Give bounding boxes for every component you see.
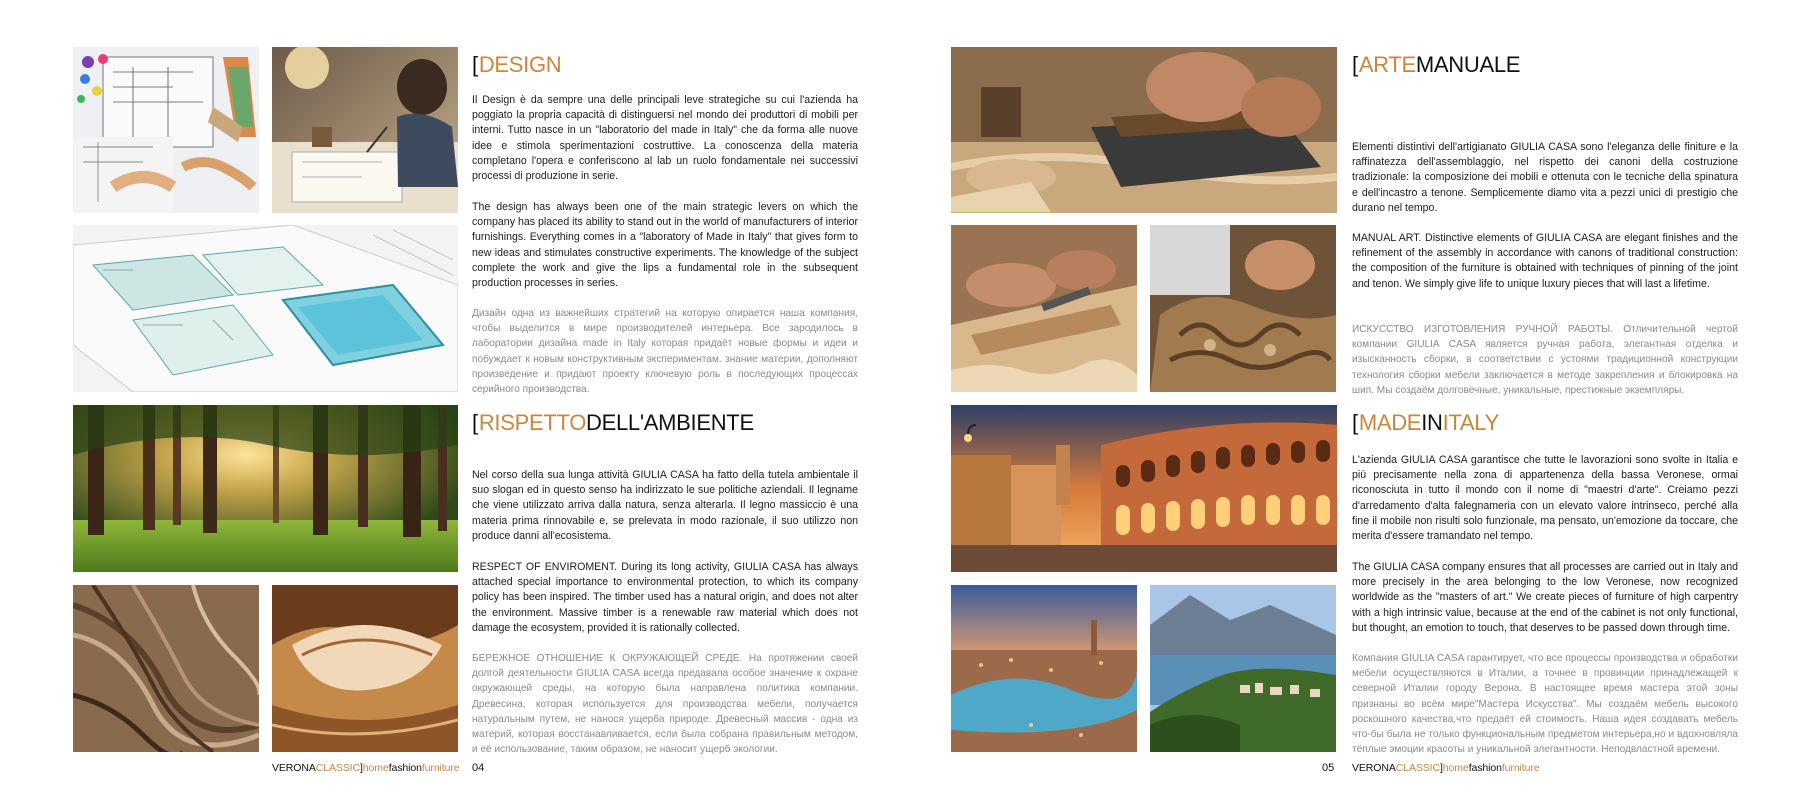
ambiente-paragraph-ru: БЕРЕЖНОЕ ОТНОШЕНИЕ К ОКРУЖАЮЩЕЙ СРЕДЕ. На протяжении своей долгой деятельности GIULIA CASA всегда предавала особое значение к охране окружающей среды, на которую была направлена политика компании. Древесина, которая используется для производства мебели, получается натуральным путем, не нанося ущерба природе. Древесный массив - одна из материй, которая восстанавливается, если была собрана правильным методом, и её использование, таким образом, не наносит ущерб экологии. (472, 653, 858, 756)
footer-furniture: furniture (1501, 762, 1540, 774)
design-sketches-photo (73, 47, 259, 213)
design-paragraph-it: Il Design è da sempre una delle principali leve strategiche su cui l'azienda ha poggiato la propria capacità di distinguersi nel mondo dei produttori di mobili per interni. Tutto nasce in un "laboratorio del made in Italy" che da forma alle nuove idee e stimola sperimentazioni costruttive. La conoscenza della materia completano l'opera e conferiscono al lab un ruolo fondamentale nei successivi processi di produzione in serie. (472, 94, 858, 183)
design-heading (472, 52, 561, 78)
heading-accent-made: MADE (1358, 410, 1422, 435)
arte-paragraph-ru: ИСКУССТВО ИЗГОТОВЛЕНИЯ РУЧНОЙ РАБОТЫ. Отличительной чертой компании GIULIA CASA является ручная работа, элегантная отделка и изысканность сборки, в соответствии с устоями традиционной конструкции технология сборки мебели заключается в методе закрепления и блокировка на шип. Мы создаём долговечные, уникальные, престижные экземпляры. (1352, 324, 1738, 396)
heading-bracket: [ (1352, 410, 1358, 435)
wood-grain-photo-1 (73, 585, 259, 752)
design-paragraph-ru: Дизайн одна из важнейших стратегий на которую опирается наша компания, чтобы выделится в мире производителей интерьера. Все зародилось в лаборатории дизайна made in Italy которая придаёт новые формы и идеи и побуждает к новым конструктивным экспериментам. знание материи, дополняют произведение и придают проекту ключевую роль в последующих процессах серийного производства. (472, 308, 858, 396)
heading-bracket: [ (472, 410, 478, 435)
footer-classic: CLASSIC (315, 762, 360, 774)
footer-brand-right (1352, 762, 1539, 774)
heading-accent-text: RISPETTO (478, 410, 587, 435)
heading-bracket: [ (472, 52, 478, 77)
footer-bracket: ] (359, 762, 363, 774)
footer-furniture: furniture (421, 762, 460, 774)
made-paragraph-it: L'azienda GIULIA CASA garantisce che tutte le lavorazioni sono svolte in Italia e più precisamente nella zona di appartenenza della bassa Veronese, ormai riconosciuta in tutto il mondo con il nome di "maestri d'arte". Creiamo pezzi d'arredamento d'alta falegnameria con un elevato valore intrinseco, perché alla fine il mobile non risulti solo funzionale, ma pensato, un'emozione da toccare, che merita d'essere tramandato nel tempo. (1352, 454, 1738, 543)
footer-verona: VERONA (272, 762, 316, 774)
lake-garda-photo (1150, 585, 1336, 752)
footer-verona: VERONA (1352, 762, 1396, 774)
footer-home: home (1442, 762, 1469, 774)
verona-arena-photo (951, 405, 1337, 572)
ambiente-paragraph-en: RESPECT OF ENVIROMENT. During its long activity, GIULIA CASA has always attached special importance to environmental protection, to which its company policy has been inspired. The timber used has a natural origin, and does not alter the environment. Massive timber is a renewable raw material which does not damage the ecosystem, provided it is rationally collected. (472, 561, 858, 634)
ambiente-heading (472, 410, 754, 436)
forest-photo (73, 405, 458, 572)
floor-plan-3d-render (73, 225, 458, 392)
footer-bracket: ] (1439, 762, 1443, 774)
footer-classic: CLASSIC (1395, 762, 1440, 774)
made-in-italy-heading (1352, 410, 1499, 436)
heading-bracket: [ (1352, 52, 1358, 77)
design-paragraph-en: The design has always been one of the main strategic levers on which the company has placed its ability to stand out in the world of manufacturers of interior furnishings. Everything comes in a "laboratory of Made in Italy" that gives form to new ideas and stimulates constructive experiments. The knowledge of the subject complete the work and give the lips a fundamental role in the subsequent production processes in series. (472, 201, 858, 290)
footer-brand-left (272, 762, 459, 774)
chisel-carving-photo (951, 225, 1137, 392)
wood-carving-photo (1150, 225, 1336, 392)
heading-in: IN (1421, 410, 1443, 435)
made-paragraph-en: The GIULIA CASA company ensures that all processes are carried out in Italy and more precisely in the area belonging to the low Veronese, now recognized worldwide as the "masters of art." We create pieces of furniture of high carpentry with a high intrinsic value, because at the end of the cabinet is not only functional, but thought, an emotion to touch, that deserves to be passed down through time. (1352, 561, 1738, 634)
footer-fashion: fashion (1468, 762, 1502, 774)
ambiente-paragraph-it: Nel corso della sua lunga attività GIULIA CASA ha fatto della tutela ambientale il suo slogan ed in questo senso ha indirizzato le sue politiche aziendali. Il legname che viene utilizzato arriva dalla natura, senza alterarla. Il legno massiccio è una materia prima rinnovabile e, se prelevata in modo razionale, il suo utilizzo non produce danni all'ecosistema. (472, 469, 858, 542)
footer-home: home (362, 762, 389, 774)
footer-fashion: fashion (388, 762, 422, 774)
heading-accent-italy: ITALY (1442, 410, 1499, 435)
verona-river-photo (951, 585, 1137, 752)
page-number-left: 04 (472, 762, 485, 774)
arte-heading (1352, 52, 1520, 78)
heading-rest-text: MANUALE (1415, 52, 1521, 77)
wood-grain-photo-2 (272, 585, 458, 752)
page-number-right: 05 (1322, 762, 1335, 774)
heading-accent-text: ARTE (1358, 52, 1416, 77)
hand-plane-woodwork-photo (951, 47, 1337, 213)
arte-paragraph-en: MANUAL ART. Distinctive elements of GIULIA CASA are elegant finishes and the refinement of the assembly in accordance with canons of traditional construction: the composition of the furniture is obtained with techniques of pinning of the joint and tenon. We simply give life to unique luxury pieces that will last a lifetime. (1352, 232, 1738, 290)
designer-drawing-photo (272, 47, 458, 213)
heading-rest-text: DELL'AMBIENTE (586, 410, 754, 435)
arte-paragraph-it: Elementi distintivi dell'artigianato GIULIA CASA sono l'eleganza delle finiture e la raffinatezza dell'assemblaggio, nel rispetto dei canoni della costruzione tradizionale: la composizione dei mobili e ottenuta con le tecniche della spinatura e dell'incastro a tenone. Semplicemente diamo vita a pezzi unici di prestigio che durano nel tempo. (1352, 141, 1738, 214)
heading-accent-text: DESIGN (478, 52, 562, 77)
made-paragraph-ru: Компания GIULIA CASA гарантирует, что все процессы производства и обработки мебели осуществляются в Италии, а точнее в провинции принадлежащей к северной Италии городу Верона. В настоящее время мастера этой зоны признаны во всём мире"Мастера Искусства". Мы создаём мебель высокого роскошного качества,что предаёт ей стоимость. Наша идея создавать мебель что-бы была не только функциональным предметом интерьера,но и вдохновляла тёплые эмоции красоты и уникальной элегантности. Неподвластной времени. (1352, 653, 1738, 756)
